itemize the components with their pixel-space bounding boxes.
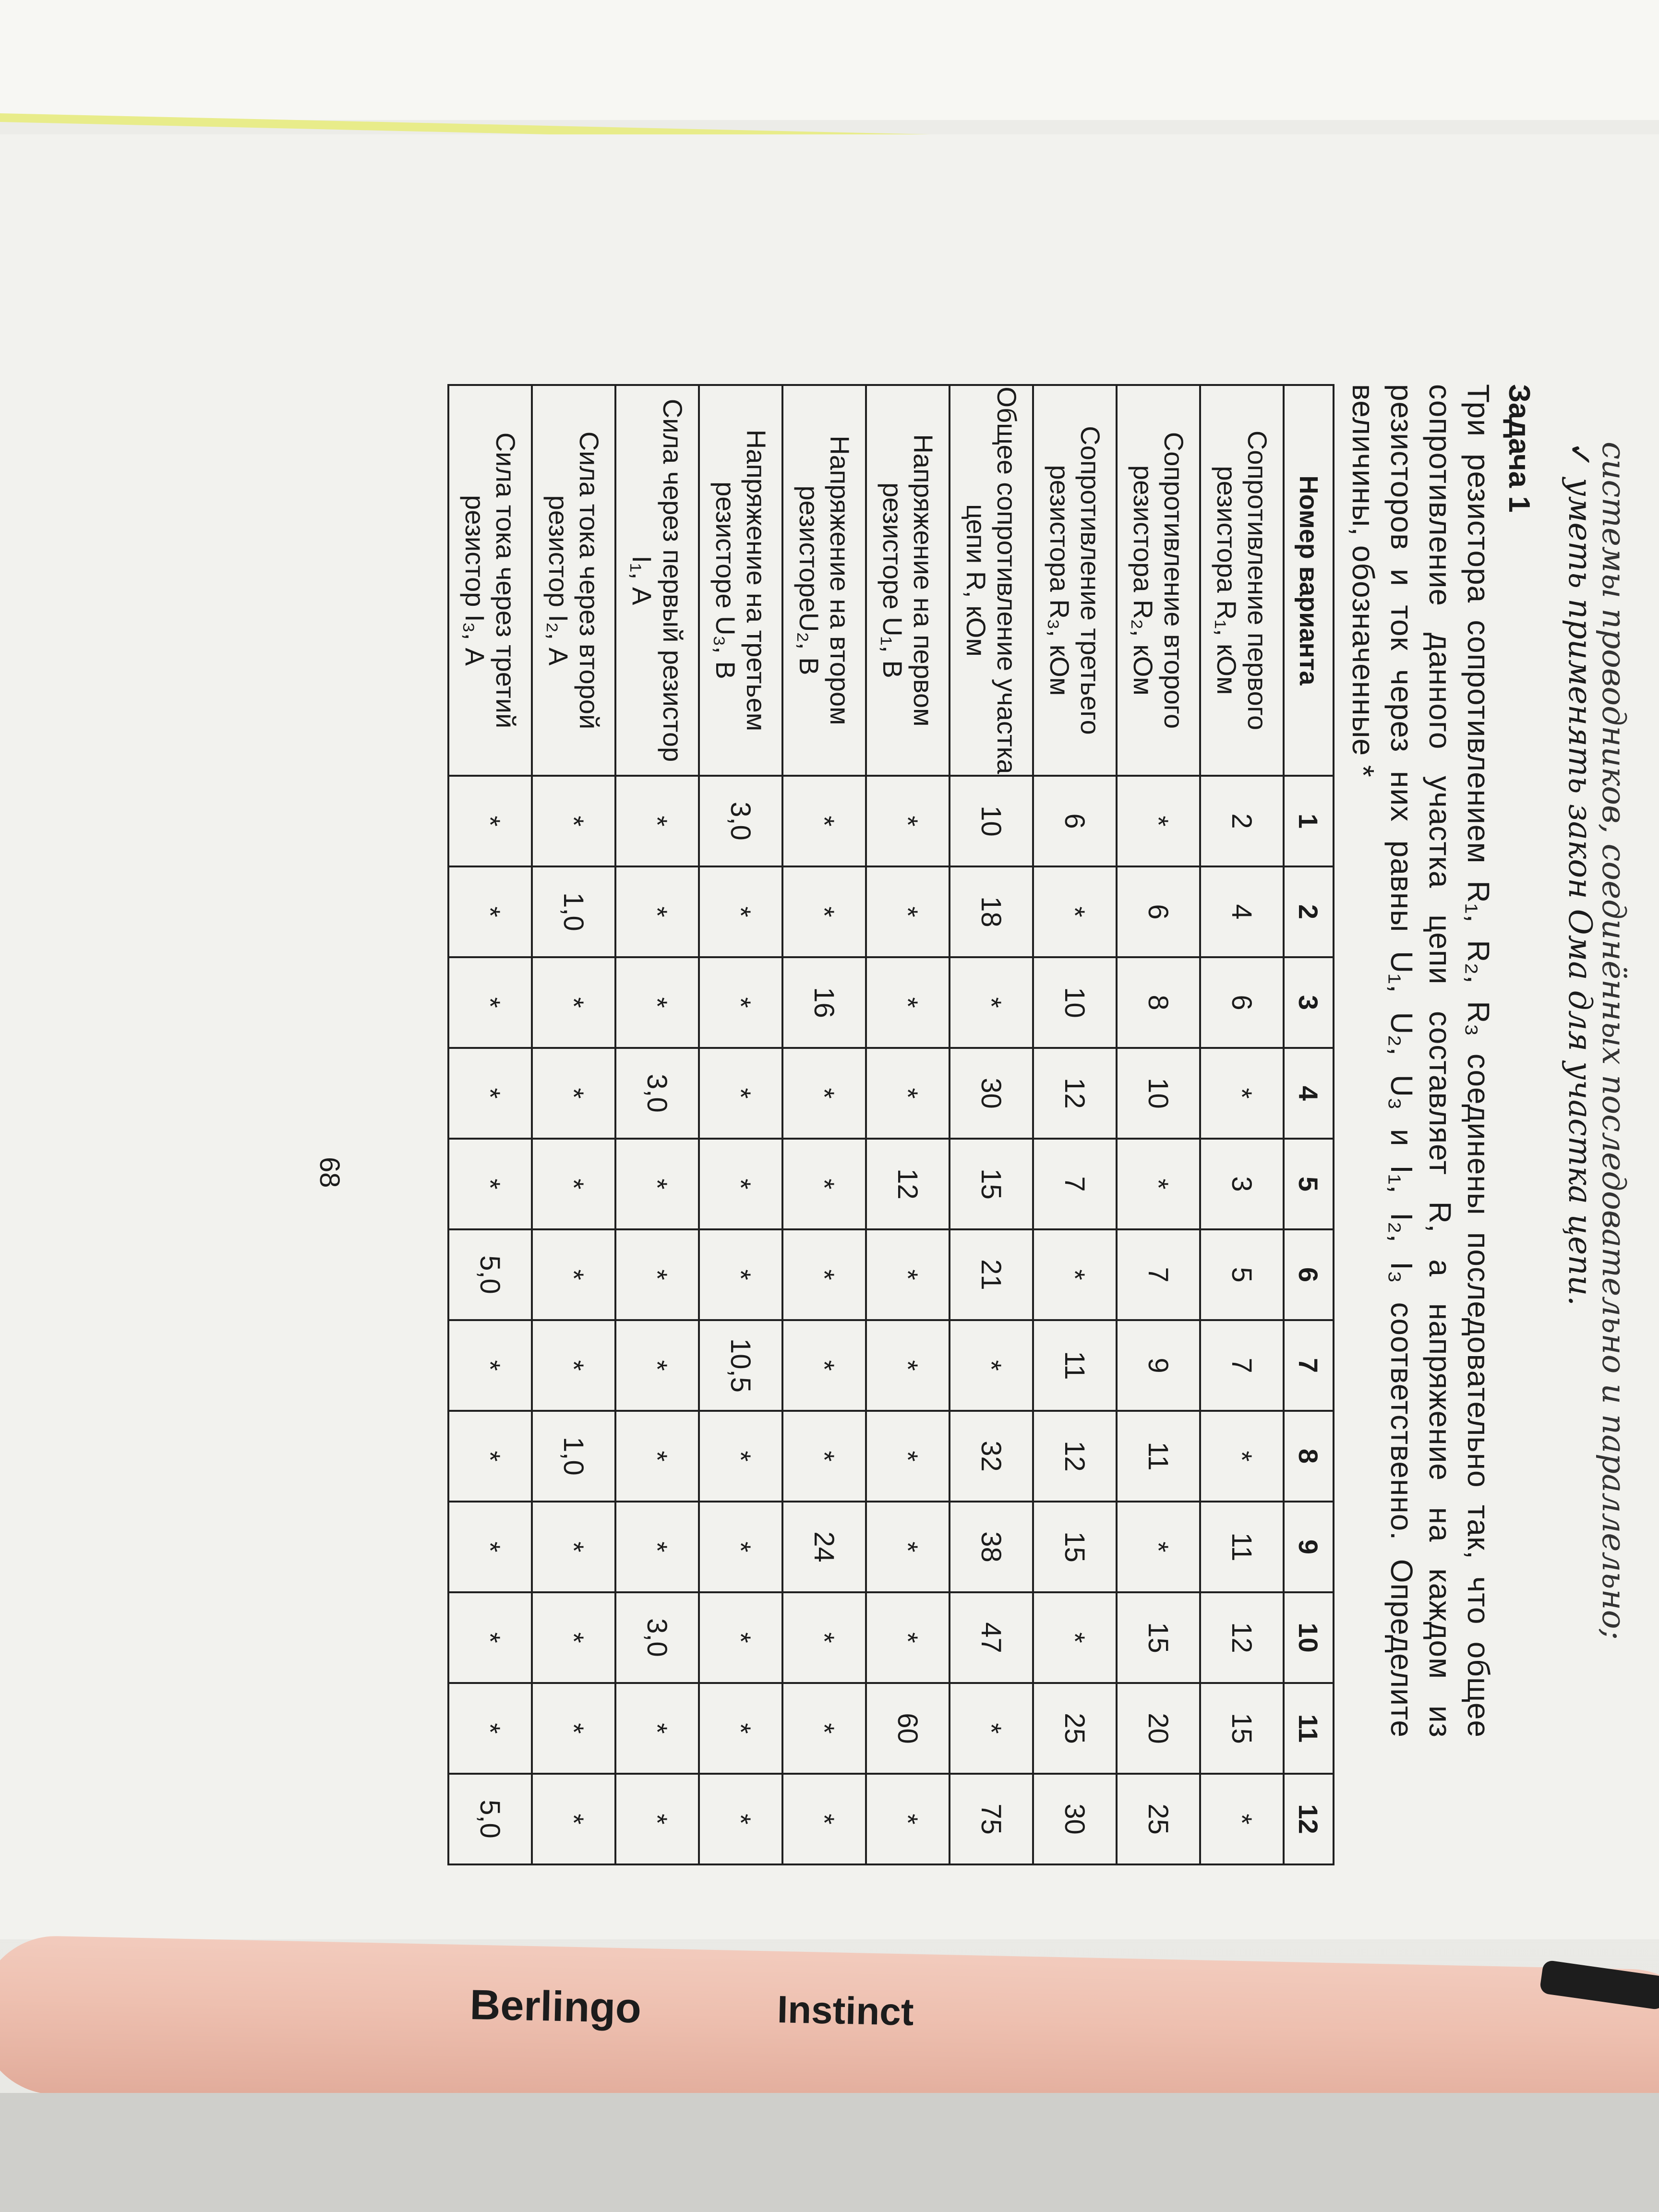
table-cell: * [532,1048,615,1139]
table-cell: * [532,1592,615,1683]
variant-number-header: 5 [1284,1139,1334,1229]
table-cell: * [615,957,699,1048]
table-cell: * [532,1320,615,1411]
table-cell: 32 [950,1411,1033,1502]
table-cell: * [448,1048,532,1139]
table-cell: 15 [1200,1683,1284,1774]
table-cell: * [699,1502,782,1592]
table-cell: * [866,1048,950,1139]
variant-number-header: 3 [1284,957,1334,1048]
table-cell: * [866,1320,950,1411]
table-cell: 3,0 [615,1592,699,1683]
table-cell: 75 [950,1774,1033,1864]
variant-number-header: 12 [1284,1774,1334,1864]
variant-number-header: 10 [1284,1592,1334,1683]
table-cell: 24 [782,1502,866,1592]
table-cell: * [699,1774,782,1864]
table-cell: 10 [950,776,1033,866]
table-cell: 1,0 [532,1411,615,1502]
top-text-line: системы проводников, соединённых последовательно и параллельно; [1595,442,1632,1640]
table-cell: * [448,1411,532,1502]
table-cell: * [448,776,532,866]
table-cell: * [866,1502,950,1592]
table-cell: 5 [1200,1229,1284,1320]
row-label: Сила тока через третий резистор I₃, А [448,385,532,776]
table-cell: * [699,1411,782,1502]
table-cell: * [782,776,866,866]
table-cell: * [866,866,950,957]
table-cell: * [1200,1411,1284,1502]
variant-number-header: 7 [1284,1320,1334,1411]
desk-surface [0,2093,1659,2212]
table-cell: * [448,1502,532,1592]
table-row [615,385,699,1864]
variant-number-header: 9 [1284,1502,1334,1592]
table-cell: * [782,1774,866,1864]
table-cell: 30 [1033,1774,1117,1864]
variant-number-header: 1 [1284,776,1334,866]
table-cell: * [448,1320,532,1411]
check-icon: ✓ [1562,442,1599,469]
table-row [866,385,950,1864]
table-cell: 2 [1200,776,1284,866]
objective-line [1562,442,1599,1306]
table-cell: * [782,1683,866,1774]
table-cell: 3,0 [699,776,782,866]
previous-page-edge [0,0,1659,120]
table-cell: * [1033,1592,1117,1683]
table-cell: 12 [1033,1048,1117,1139]
table-cell: 4 [1200,866,1284,957]
task-title: Задача 1 [1503,384,1536,513]
table-cell: * [532,776,615,866]
table-cell: * [699,957,782,1048]
rotated-page-content [264,269,1632,1901]
table-row [782,385,866,1864]
table-cell: 9 [1117,1320,1200,1411]
table-cell: * [1117,1502,1200,1592]
table-cell: * [532,957,615,1048]
table-cell: 8 [1117,957,1200,1048]
table-cell: * [866,1411,950,1502]
table-cell: * [1033,1229,1117,1320]
table-cell: * [448,1139,532,1229]
table-cell: * [532,1139,615,1229]
table-cell: 6 [1033,776,1117,866]
variant-number-header: 8 [1284,1411,1334,1502]
row-label: Сила через первый резистор I₁, А [615,385,699,776]
header-label-cell: Номер варианта [1284,385,1334,776]
table-cell: * [1200,1048,1284,1139]
table-cell: * [615,1320,699,1411]
table-cell: * [782,1048,866,1139]
table-cell: * [448,866,532,957]
table-cell: 3 [1200,1139,1284,1229]
table-cell: 7 [1200,1320,1284,1411]
table-cell: * [615,1683,699,1774]
table-row [1117,385,1200,1864]
table-cell: * [532,1502,615,1592]
row-label: Напряжение на втором резистореU₂, В [782,385,866,776]
table-body [448,385,1284,1864]
task-text: Три резистора сопротивлением R₁, R₂, R₃ соединены последовательно так, что общее сопротивление данного участка цепи составляет R, а напряжение на каждом из резисторов и ток через них равны U₁, U₂, U₃ и I₁, I₂, I₃ соответственно. Определите величины, обозначенные * [1346,384,1496,1738]
table-row [532,385,615,1864]
table-cell: * [782,1139,866,1229]
table-cell: * [866,1229,950,1320]
variant-number-header: 4 [1284,1048,1334,1139]
table-cell: 12 [1033,1411,1117,1502]
table-cell: * [448,1592,532,1683]
table-cell: 16 [782,957,866,1048]
row-label: Сила тока через второй резистор I₂, А [532,385,615,776]
pen-brand-text: Berlingo [469,1981,642,2032]
table-cell: * [782,866,866,957]
table-cell: * [448,1683,532,1774]
table-cell: * [866,1592,950,1683]
table-cell: 11 [1033,1320,1117,1411]
table-cell: 20 [1117,1683,1200,1774]
table-cell: * [782,1592,866,1683]
row-label: Общее сопротивление участка цепи R, кОм [950,385,1033,776]
table-cell: * [782,1411,866,1502]
variants-table [447,384,1334,1865]
table-cell: * [950,1320,1033,1411]
table-row [1033,385,1117,1864]
table-cell: * [615,1774,699,1864]
table-cell: 38 [950,1502,1033,1592]
row-label: Напряжение на третьем резисторе U₃, В [699,385,782,776]
table-header-row [1284,385,1334,1864]
table-cell: 47 [950,1592,1033,1683]
table-cell: 10 [1117,1048,1200,1139]
table-row [950,385,1033,1864]
table-cell: * [1117,776,1200,866]
table-cell: 10 [1033,957,1117,1048]
table-cell: * [615,1502,699,1592]
table-cell: * [615,1229,699,1320]
table-cell: * [950,1683,1033,1774]
table-cell: 12 [866,1139,950,1229]
table-cell: 60 [866,1683,950,1774]
table-cell: 5,0 [448,1774,532,1864]
table-cell: * [532,1683,615,1774]
table-cell: 11 [1200,1502,1284,1592]
table-cell: * [615,1139,699,1229]
page-number: 68 [314,1157,345,1188]
row-label: Сопротивление первого резистора R₁, кОм [1200,385,1284,776]
table-cell: * [615,1411,699,1502]
table-cell: 6 [1200,957,1284,1048]
table-cell: 15 [1117,1592,1200,1683]
variant-number-header: 6 [1284,1229,1334,1320]
table-cell: 6 [1117,866,1200,957]
pen-model-text: Instinct [777,1988,914,2033]
table-cell: * [448,957,532,1048]
table-cell: 5,0 [448,1229,532,1320]
table-cell: 25 [1033,1683,1117,1774]
table-cell: 12 [1200,1592,1284,1683]
table-cell: 25 [1117,1774,1200,1864]
table-cell: * [699,1683,782,1774]
table-cell: 18 [950,866,1033,957]
objective-text: уметь применять закон Ома для участка цепи. [1562,478,1599,1306]
table-cell: 30 [950,1048,1033,1139]
table-cell: * [782,1320,866,1411]
table-cell: 15 [950,1139,1033,1229]
table-cell: 10,5 [699,1320,782,1411]
table-cell: 11 [1117,1411,1200,1502]
table-cell: 3,0 [615,1048,699,1139]
table-cell: 21 [950,1229,1033,1320]
table-cell: * [699,866,782,957]
table-cell: * [950,957,1033,1048]
table-cell: * [699,1048,782,1139]
table-cell: 7 [1033,1139,1117,1229]
variant-number-header: 11 [1284,1683,1334,1774]
table-cell: * [699,1592,782,1683]
table-cell: * [699,1229,782,1320]
table-cell: * [532,1774,615,1864]
table-row [699,385,782,1864]
table-cell: * [699,1139,782,1229]
table-cell: * [866,957,950,1048]
table-cell: * [1033,866,1117,957]
table-cell: * [866,1774,950,1864]
table-row [1200,385,1284,1864]
table-cell: * [782,1229,866,1320]
table-cell: 15 [1033,1502,1117,1592]
row-label: Сопротивление второго резистора R₂, кОм [1117,385,1200,776]
table-row [448,385,532,1864]
table-cell: * [1200,1774,1284,1864]
row-label: Сопротивление третьего резистора R₃, кОм [1033,385,1117,776]
table-cell: 1,0 [532,866,615,957]
row-label: Напряжение на первом резисторе U₁, В [866,385,950,776]
table-cell: * [532,1229,615,1320]
table-cell: 7 [1117,1229,1200,1320]
table-cell: * [1117,1139,1200,1229]
table-cell: * [866,776,950,866]
variant-number-header: 2 [1284,866,1334,957]
table-cell: * [615,866,699,957]
table-cell: * [615,776,699,866]
